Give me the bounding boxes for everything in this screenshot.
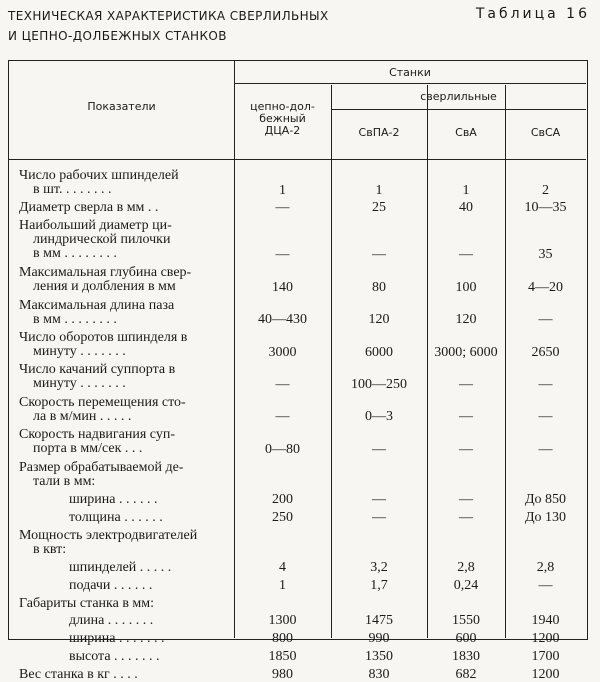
header-svsa: СвСА xyxy=(530,126,561,139)
cell-sva: — xyxy=(459,409,473,425)
row-divider xyxy=(234,83,586,84)
cell-dca: 1300 xyxy=(268,613,297,629)
row-label xyxy=(19,529,234,557)
header-drilling: сверлильные xyxy=(420,90,497,103)
cell-dca: — xyxy=(275,376,290,392)
header-dca-line: ДЦА-2 xyxy=(264,124,301,137)
cell-dca: 980 xyxy=(272,666,293,682)
table-row xyxy=(9,493,589,508)
table-row xyxy=(9,597,589,612)
title-line-1: ТЕХНИЧЕСКАЯ ХАРАКТЕРИСТИКА СВЕРЛИЛЬНЫХ xyxy=(8,9,329,23)
row-label-line: Максимальная длина паза xyxy=(19,297,175,313)
row-label-line: толщина . . . . . . xyxy=(69,509,163,525)
cell-svpa: 120 xyxy=(368,312,390,328)
row-label xyxy=(19,597,234,611)
table-row xyxy=(9,529,589,558)
cell-sva: 2,8 xyxy=(457,560,475,575)
row-label xyxy=(19,201,234,215)
cell-svsa: 10—35 xyxy=(524,200,567,216)
cell-svsa: До 130 xyxy=(524,509,567,525)
cell-svpa: 80 xyxy=(372,279,386,295)
row-label-line: в мм . . . . . . . . xyxy=(33,246,117,262)
cell-dca: 1850 xyxy=(268,649,297,664)
cell-svpa: — xyxy=(372,492,386,507)
row-label-line: длина . . . . . . . xyxy=(69,613,154,629)
cell-svpa: 100—250 xyxy=(351,376,407,392)
table-row xyxy=(9,579,589,594)
table-row xyxy=(9,668,589,682)
row-label-line: подачи . . . . . . xyxy=(69,577,153,593)
cell-svsa: 4—20 xyxy=(528,279,563,295)
cell-svpa: 990 xyxy=(368,631,390,647)
header-dca-line: цепно-дол- xyxy=(250,100,315,113)
row-label-line: Габариты станка в мм: xyxy=(19,595,155,611)
row-label xyxy=(19,299,234,327)
row-label xyxy=(19,428,234,456)
cell-dca: — xyxy=(275,200,290,216)
cell-svpa: — xyxy=(372,441,386,457)
row-label-line: ширина . . . . . . xyxy=(69,492,158,507)
row-label xyxy=(19,266,234,294)
table-row xyxy=(9,461,589,490)
cell-dca: — xyxy=(275,247,290,263)
row-label-line: Скорость надвигания суп- xyxy=(19,427,175,443)
table-row xyxy=(9,201,589,216)
cell-sva: 1830 xyxy=(452,649,480,664)
cell-sva: 1 xyxy=(462,182,470,198)
row-label-line: в шт. . . . . . . . xyxy=(33,182,112,197)
cell-sva: 682 xyxy=(455,666,477,682)
cell-dca: 3000 xyxy=(268,344,297,360)
table-row xyxy=(9,511,589,526)
cell-dca: 0—80 xyxy=(265,441,300,457)
cell-sva: 100 xyxy=(455,279,477,295)
row-label-line: Наибольший диаметр ци- xyxy=(19,218,172,234)
row-label-line: в квт: xyxy=(33,541,67,557)
table-row xyxy=(9,363,589,392)
table-row xyxy=(9,561,589,576)
cell-sva: 1550 xyxy=(452,613,480,629)
cell-sva: 0,24 xyxy=(453,577,479,593)
row-label-line: минуту . . . . . . . xyxy=(33,344,126,359)
row-label-line: в мм . . . . . . . . xyxy=(33,311,117,327)
cell-svsa: 2,8 xyxy=(536,560,555,575)
cell-svsa: 2650 xyxy=(531,344,560,360)
cell-svsa: 1700 xyxy=(531,649,560,664)
table-row xyxy=(9,299,589,328)
row-label xyxy=(19,331,234,359)
cell-sva: 120 xyxy=(455,312,477,328)
row-label-line: ла в м/мин . . . . . xyxy=(33,408,132,424)
cell-svsa: — xyxy=(538,376,553,392)
cell-sva: — xyxy=(459,247,473,263)
cell-svpa: 830 xyxy=(368,666,390,682)
row-label-line: Вес станка в кг . . . . xyxy=(19,666,138,682)
cell-svsa: 1940 xyxy=(531,613,560,629)
row-label xyxy=(19,461,234,489)
spec-table xyxy=(8,60,588,682)
table-row xyxy=(9,650,589,665)
cell-svpa: 25 xyxy=(372,200,386,216)
header-dca xyxy=(234,101,331,137)
cell-svpa: 6000 xyxy=(365,344,393,360)
cell-dca: 1 xyxy=(279,182,286,198)
cell-svpa: — xyxy=(372,509,386,525)
row-label xyxy=(19,219,234,261)
cell-sva: 40 xyxy=(459,200,473,216)
header-dca-line: бежный xyxy=(259,112,306,125)
cell-svsa: 35 xyxy=(538,247,553,263)
cell-svsa: 1200 xyxy=(531,666,560,682)
table-row xyxy=(9,396,589,425)
row-label xyxy=(19,668,234,682)
cell-svsa: 2 xyxy=(542,182,549,198)
row-label-line: порта в мм/сек . . . xyxy=(33,441,143,457)
cell-dca: 1 xyxy=(279,577,286,593)
row-divider xyxy=(331,109,586,110)
cell-svsa: 1200 xyxy=(531,631,560,647)
row-label xyxy=(19,169,234,197)
cell-svsa: До 850 xyxy=(524,492,567,507)
row-label-line: ширина . . . . . . . xyxy=(69,631,165,647)
row-label-line: Диаметр сверла в мм . . xyxy=(19,200,159,216)
row-label-line: Число качаний суппорта в xyxy=(19,362,176,378)
row-label xyxy=(19,363,234,391)
header-indicators: Показатели xyxy=(87,100,156,113)
table-row xyxy=(9,169,589,198)
cell-svsa: — xyxy=(538,577,553,593)
header-svpa: СвПА-2 xyxy=(358,126,400,139)
cell-dca: 800 xyxy=(272,631,293,647)
table-row xyxy=(9,614,589,629)
cell-svsa: — xyxy=(538,312,553,328)
row-label-line: Максимальная глубина свер- xyxy=(19,265,192,281)
cell-svsa: — xyxy=(538,441,553,457)
cell-svpa: 3,2 xyxy=(370,560,388,575)
table-row xyxy=(9,428,589,457)
cell-dca: 4 xyxy=(279,560,286,575)
cell-svpa: — xyxy=(372,247,386,263)
cell-dca: 140 xyxy=(272,279,293,295)
row-label-line: ления и долбления в мм xyxy=(33,279,176,295)
title-line-2: И ЦЕПНО-ДОЛБЕЖНЫХ СТАНКОВ xyxy=(8,29,227,43)
row-label-line: Число рабочих шпинделей xyxy=(19,168,179,183)
cell-svpa: 1,7 xyxy=(370,577,388,593)
cell-sva: 600 xyxy=(455,631,477,647)
header-divider xyxy=(9,159,586,160)
row-label-line: тали в мм: xyxy=(33,473,96,489)
table-number: Таблица 16 xyxy=(475,6,590,22)
row-label-line: Мощность электродвигателей xyxy=(19,527,198,543)
row-label xyxy=(19,396,234,424)
header-machines: Станки xyxy=(389,66,431,79)
table-row xyxy=(9,331,589,360)
row-label-line: минуту . . . . . . . xyxy=(33,376,126,392)
cell-sva: — xyxy=(459,509,473,525)
table-row xyxy=(9,632,589,647)
cell-svpa: 1 xyxy=(375,182,383,198)
cell-dca: — xyxy=(275,409,290,425)
row-label-line: шпинделей . . . . . xyxy=(69,560,172,575)
row-label-line: Скорость перемещения сто- xyxy=(19,394,186,410)
row-label-line: линдрической пилочки xyxy=(33,232,171,248)
table-row xyxy=(9,266,589,295)
cell-svpa: 1475 xyxy=(365,613,393,629)
row-label-line: Размер обрабатываемой де- xyxy=(19,459,184,475)
row-label-line: высота . . . . . . . xyxy=(69,649,160,664)
cell-svpa: 0—3 xyxy=(365,409,393,425)
table-row xyxy=(9,219,589,263)
cell-dca: 200 xyxy=(272,492,293,507)
cell-svpa: 1350 xyxy=(365,649,393,664)
cell-sva: — xyxy=(459,492,473,507)
row-label-line: Число оборотов шпинделя в xyxy=(19,330,188,345)
cell-dca: 40—430 xyxy=(258,312,307,328)
header-sva: СвА xyxy=(455,126,477,139)
cell-dca: 250 xyxy=(272,509,293,525)
cell-sva: 3000; 6000 xyxy=(434,344,498,360)
cell-sva: — xyxy=(459,441,473,457)
cell-sva: — xyxy=(459,376,473,392)
cell-svsa: — xyxy=(538,409,553,425)
